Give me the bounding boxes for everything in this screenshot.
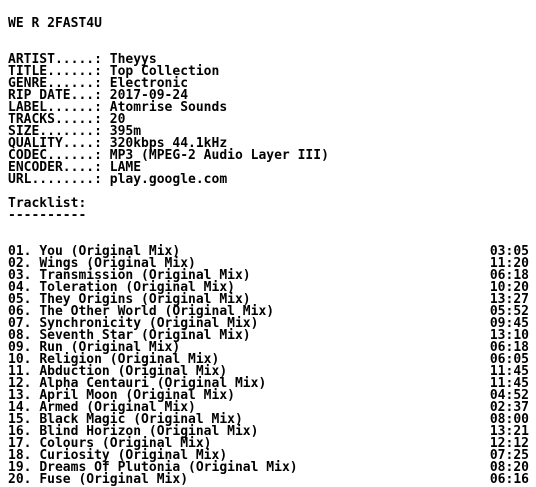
spacer (8, 222, 529, 246)
release-info-block (8, 54, 529, 186)
info-label: QUALITY....: (8, 136, 110, 151)
track-title: Blind Horizon (Original Mix) (39, 424, 259, 439)
track-duration: 06:05 (489, 352, 529, 367)
info-label: CODEC......: (8, 148, 110, 163)
track-duration: 08:00 (489, 412, 529, 427)
info-label: LABEL......: (8, 100, 110, 115)
track-duration: 12:12 (489, 436, 529, 451)
track-number: 03. (8, 268, 32, 283)
track-duration: 07:25 (489, 448, 529, 463)
track-title: Black Magic (Original Mix) (39, 412, 243, 427)
track-duration: 11:20 (489, 256, 529, 271)
info-label: GENRE......: (8, 76, 110, 91)
info-value: Electronic (109, 76, 189, 91)
track-duration: 13:27 (489, 292, 529, 307)
track-number: 02. (8, 256, 32, 271)
track-number: 19. (8, 460, 32, 475)
track-number: 08. (8, 328, 32, 343)
track-title: Fuse (Original Mix) (39, 472, 189, 487)
info-value: Top Collection (109, 64, 220, 79)
info-value: 320kbps 44.1kHz (109, 136, 228, 151)
track-title: Synchronicity (Original Mix) (39, 316, 259, 331)
track-duration: 02:37 (489, 400, 529, 415)
track-duration: 04:52 (489, 388, 529, 403)
tracklist-underline: ---------- (8, 208, 87, 223)
track-title: Abduction (Original Mix) (39, 364, 228, 379)
track-number: 16. (8, 424, 32, 439)
info-label: TITLE......: (8, 64, 110, 79)
info-value: Theyys (109, 52, 157, 67)
track-title: You (Original Mix) (39, 244, 181, 259)
track-duration: 11:45 (489, 364, 529, 379)
info-label: ARTIST.....: (8, 52, 110, 67)
track-duration: 11:45 (489, 376, 529, 391)
track-duration: 13:10 (489, 328, 529, 343)
track-number: 12. (8, 376, 32, 391)
track-row (8, 474, 529, 486)
track-duration: 10:20 (489, 280, 529, 295)
info-label: TRACKS.....: (8, 112, 110, 127)
track-duration: 05:52 (489, 304, 529, 319)
track-duration: 08:20 (489, 460, 529, 475)
tracklist-heading: Tracklist: (8, 196, 87, 211)
info-value: 20 (109, 112, 126, 127)
group-tag: WE R 2FAST4U (8, 16, 102, 31)
track-number: 17. (8, 436, 32, 451)
spacer (8, 186, 529, 198)
track-title: Seventh Star (Original Mix) (39, 328, 251, 343)
track-number: 01. (8, 244, 32, 259)
track-number: 06. (8, 304, 32, 319)
track-number: 20. (8, 472, 32, 487)
track-duration: 06:18 (489, 268, 529, 283)
track-title: Armed (Original Mix) (39, 400, 196, 415)
info-label: ENCODER....: (8, 160, 110, 175)
track-number: 18. (8, 448, 32, 463)
track-number: 09. (8, 340, 32, 355)
info-label: URL........: (8, 172, 110, 187)
info-value: 2017-09-24 (109, 88, 189, 103)
info-value: MP3 (MPEG-2 Audio Layer III) (109, 148, 329, 163)
track-duration: 13:21 (489, 424, 529, 439)
track-title: Dreams Of Plutonia (Original Mix) (39, 460, 298, 475)
track-title: Wings (Original Mix) (39, 256, 196, 271)
info-value: 395m (109, 124, 142, 139)
release-info-document (8, 18, 529, 486)
tracklist (8, 246, 529, 486)
track-left (8, 474, 188, 486)
track-title: They Origins (Original Mix) (39, 292, 251, 307)
info-value: play.google.com (109, 172, 228, 187)
track-number: 14. (8, 400, 32, 415)
track-number: 11. (8, 364, 32, 379)
track-number: 13. (8, 388, 32, 403)
info-label: SIZE.......: (8, 124, 110, 139)
info-value: Atomrise Sounds (109, 100, 228, 115)
track-title: Toleration (Original Mix) (39, 280, 235, 295)
info-label: RIP DATE...: (8, 88, 110, 103)
track-number: 04. (8, 280, 32, 295)
track-title: Transmission (Original Mix) (39, 268, 251, 283)
spacer (8, 30, 529, 54)
track-number: 10. (8, 352, 32, 367)
track-title: April Moon (Original Mix) (39, 388, 235, 403)
track-number: 07. (8, 316, 32, 331)
track-duration: 03:05 (489, 244, 529, 259)
track-number: 15. (8, 412, 32, 427)
track-title: Religion (Original Mix) (39, 352, 220, 367)
track-title: Run (Original Mix) (39, 340, 181, 355)
track-duration: 09:45 (489, 316, 529, 331)
info-value: LAME (109, 160, 142, 175)
track-title: Colours (Original Mix) (39, 436, 212, 451)
info-row-url (8, 174, 529, 186)
track-duration: 06:16 (489, 472, 529, 487)
track-duration: 06:18 (489, 340, 529, 355)
track-title: Alpha Centauri (Original Mix) (39, 376, 267, 391)
track-title: Curiosity (Original Mix) (39, 448, 228, 463)
track-title: The Other World (Original Mix) (39, 304, 275, 319)
track-number: 05. (8, 292, 32, 307)
